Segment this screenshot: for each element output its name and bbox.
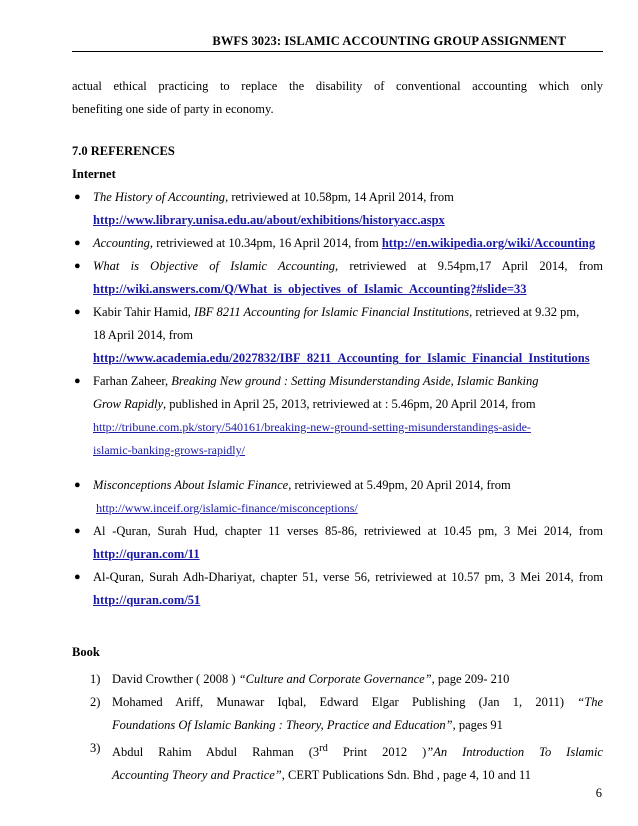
reference-link[interactable]: http://www.inceif.org/islamic-finance/misconceptions/ xyxy=(96,501,358,515)
bullet-icon: ● xyxy=(74,375,81,387)
book-references xyxy=(72,668,603,787)
internet-heading: Internet xyxy=(72,167,116,181)
book-item: 1) David Crowther ( 2008 ) “Culture and Corporate Governance”, page 209- 210 xyxy=(90,672,510,686)
reference-item: ● Al-Quran, Surah Adh-Dhariyat, chapter 51, verse 56, retriviewed at 10.57 pm, 3 Mei 2014, from http://quran.com/51 xyxy=(72,566,603,612)
reference-item: ● What is Objective of Islamic Accounting, retriviewed at 9.54pm,17 April 2014, from http://wiki.answers.com/Q/What_is_objectives_of_Islamic_Accounting?#slide=33 xyxy=(72,255,603,301)
bullet-icon: ● xyxy=(74,306,81,318)
reference-link[interactable]: http://tribune.com.pk/story/540161/breaking-new-ground-setting-misunderstandings-aside- xyxy=(93,420,531,434)
reference-link[interactable]: http://en.wikipedia.org/wiki/Accounting xyxy=(381,236,596,250)
reference-item: ● Misconceptions About Islamic Finance, retriviewed at 5.49pm, 20 April 2014, from http://www.inceif.org/islamic-finance/misconceptions/ xyxy=(72,474,603,520)
page-number: 6 xyxy=(595,786,602,800)
bullet-icon: ● xyxy=(74,525,81,537)
reference-item: ● Al -Quran, Surah Hud, chapter 11 verses 85-86, retriviewed at 10.45 pm, 3 Mei 2014, from http://quran.com/11 xyxy=(72,520,603,566)
section-heading: 7.0 REFERENCES xyxy=(72,144,175,158)
reference-link[interactable]: islamic-banking-grows-rapidly/ xyxy=(93,443,245,457)
internet-references xyxy=(72,186,603,612)
header-title: BWFS 3023: ISLAMIC ACCOUNTING GROUP ASSIGNMENT xyxy=(212,34,566,48)
bullet-icon: ● xyxy=(74,479,81,491)
reference-item: ● Accounting, retriviewed at 10.34pm, 16 April 2014, from http://en.wikipedia.org/wiki/Accounting xyxy=(72,232,603,255)
bullet-icon: ● xyxy=(74,237,81,249)
reference-item: ● Kabir Tahir Hamid, IBF 8211 Accounting for Islamic Financial Institutions, retrieved at 9.32 pm, 18 April 2014, from http://www.academia.edu/2027832/IBF_8211_Accounting_for_Islamic_Financial_Institutions xyxy=(72,301,603,370)
header-rule xyxy=(72,51,603,52)
bullet-icon: ● xyxy=(74,191,81,203)
document-body xyxy=(72,75,603,787)
reference-link[interactable]: http://www.academia.edu/2027832/IBF_8211_Accounting_for_Islamic_Financial_Institutions xyxy=(93,351,590,365)
reference-link[interactable]: http://quran.com/51 xyxy=(93,593,201,607)
bullet-icon: ● xyxy=(74,260,81,272)
reference-link[interactable]: http://www.library.unisa.edu.au/about/exhibitions/historyacc.aspx xyxy=(93,213,445,227)
reference-item: ● Farhan Zaheer, Breaking New ground : Setting Misunderstanding Aside, Islamic Banking Grow Rapidly, published in April 25, 2013, retriviewed at : 5.46pm, 20 April 2014, from http://tribune.com.pk/story/540161/breaking-new-ground-setting-misunderstandings-aside- islamic-banking-grows-rapidly/ xyxy=(72,370,603,462)
book-item: 2) Mohamed Ariff, Munawar Iqbal, Edward Elgar Publishing (Jan 1, 2011) “The Foundations Of Islamic Banking : Theory, Practice and Education”, pages 91 xyxy=(90,695,603,732)
reference-link[interactable]: http://wiki.answers.com/Q/What_is_objectives_of_Islamic_Accounting?#slide=33 xyxy=(93,282,527,296)
book-heading: Book xyxy=(72,645,100,659)
book-item: 3) Abdul Rahim Abdul Rahman (3rd Print 2012 )”An Introduction To Islamic Accounting Theory and Practice”, CERT Publications Sdn. Bhd , page 4, 10 and 11 xyxy=(90,741,603,783)
intro-paragraph: actual ethical practicing to replace the disability of conventional accounting which only benefiting one side of party in economy. xyxy=(72,79,603,116)
reference-link[interactable]: http://quran.com/11 xyxy=(93,547,200,561)
bullet-icon: ● xyxy=(74,571,81,583)
reference-item: ● The History of Accounting, retriviewed at 10.58pm, 14 April 2014, from http://www.library.unisa.edu.au/about/exhibitions/historyacc.aspx xyxy=(72,186,603,232)
